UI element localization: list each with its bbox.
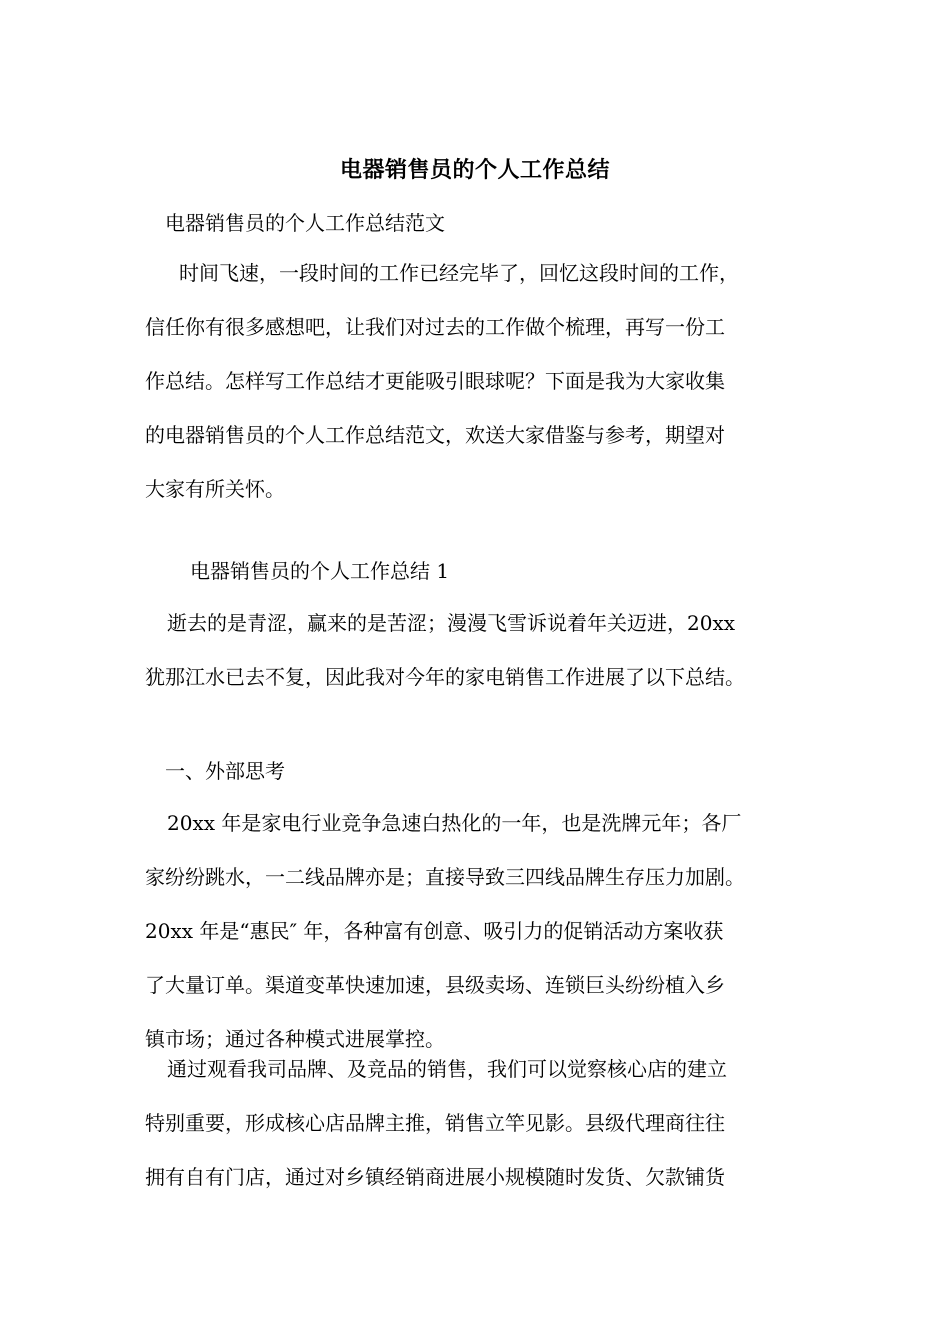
paragraph-line: 逝去的是青涩，赢来的是苦涩；漫漫飞雪诉说着年关迈进，20xx bbox=[167, 611, 736, 635]
intro-paragraph bbox=[145, 246, 815, 516]
paragraph-line: 了大量订单。渠道变革快速加速，县级卖场、连锁巨头纷纷植入乡 bbox=[145, 973, 725, 997]
paragraph-line: 通过观看我司品牌、及竞品的销售，我们可以觉察核心店的建立 bbox=[167, 1057, 727, 1081]
paragraph-3 bbox=[145, 1042, 815, 1204]
paragraph-line: 作总结。怎样写工作总结才更能吸引眼球呢？下面是我为大家收集 bbox=[145, 369, 725, 393]
paragraph-line: 特别重要，形成核心店品牌主推，销售立竿见影。县级代理商往往 bbox=[145, 1111, 725, 1135]
paragraph-line: 时间飞速，一段时间的工作已经完毕了，回忆这段时间的工作， bbox=[179, 261, 739, 285]
sub-heading bbox=[165, 744, 835, 798]
paragraph-line: 镇市场；通过各种模式进展掌控。 bbox=[145, 1027, 445, 1051]
section-heading bbox=[190, 544, 860, 598]
subtitle-line: 电器销售员的个人工作总结范文 bbox=[165, 211, 445, 235]
sub-heading-line: 一、外部思考 bbox=[165, 759, 285, 783]
paragraph-line: 家纷纷跳水，一二线品牌亦是；直接导致三四线品牌生存压力加剧。 bbox=[145, 865, 745, 889]
paragraph-line: 20xx 年是家电行业竞争急速白热化的一年，也是洗牌元年；各厂 bbox=[167, 811, 742, 835]
paragraph-line: 信任你有很多感想吧，让我们对过去的工作做个梳理，再写一份工 bbox=[145, 315, 725, 339]
paragraph-line: 20xx 年是“惠民″ 年，各种富有创意、吸引力的促销活动方案收获 bbox=[145, 919, 724, 943]
section-heading-line: 电器销售员的个人工作总结 1 bbox=[190, 559, 450, 583]
document-subtitle bbox=[165, 196, 835, 250]
paragraph-line: 的电器销售员的个人工作总结范文，欢送大家借鉴与参考，期望对 bbox=[145, 423, 725, 447]
document-title: 电器销售员的个人工作总结 bbox=[339, 157, 610, 183]
paragraph-line: 大家有所关怀。 bbox=[145, 477, 285, 501]
paragraph-line: 拥有自有门店，通过对乡镇经销商进展小规模随时发货、欠款铺货 bbox=[145, 1165, 725, 1189]
paragraph-2 bbox=[145, 796, 815, 1066]
paragraph-1 bbox=[145, 596, 815, 704]
paragraph-line: 犹那江水已去不复，因此我对今年的家电销售工作进展了以下总结。 bbox=[145, 665, 745, 689]
